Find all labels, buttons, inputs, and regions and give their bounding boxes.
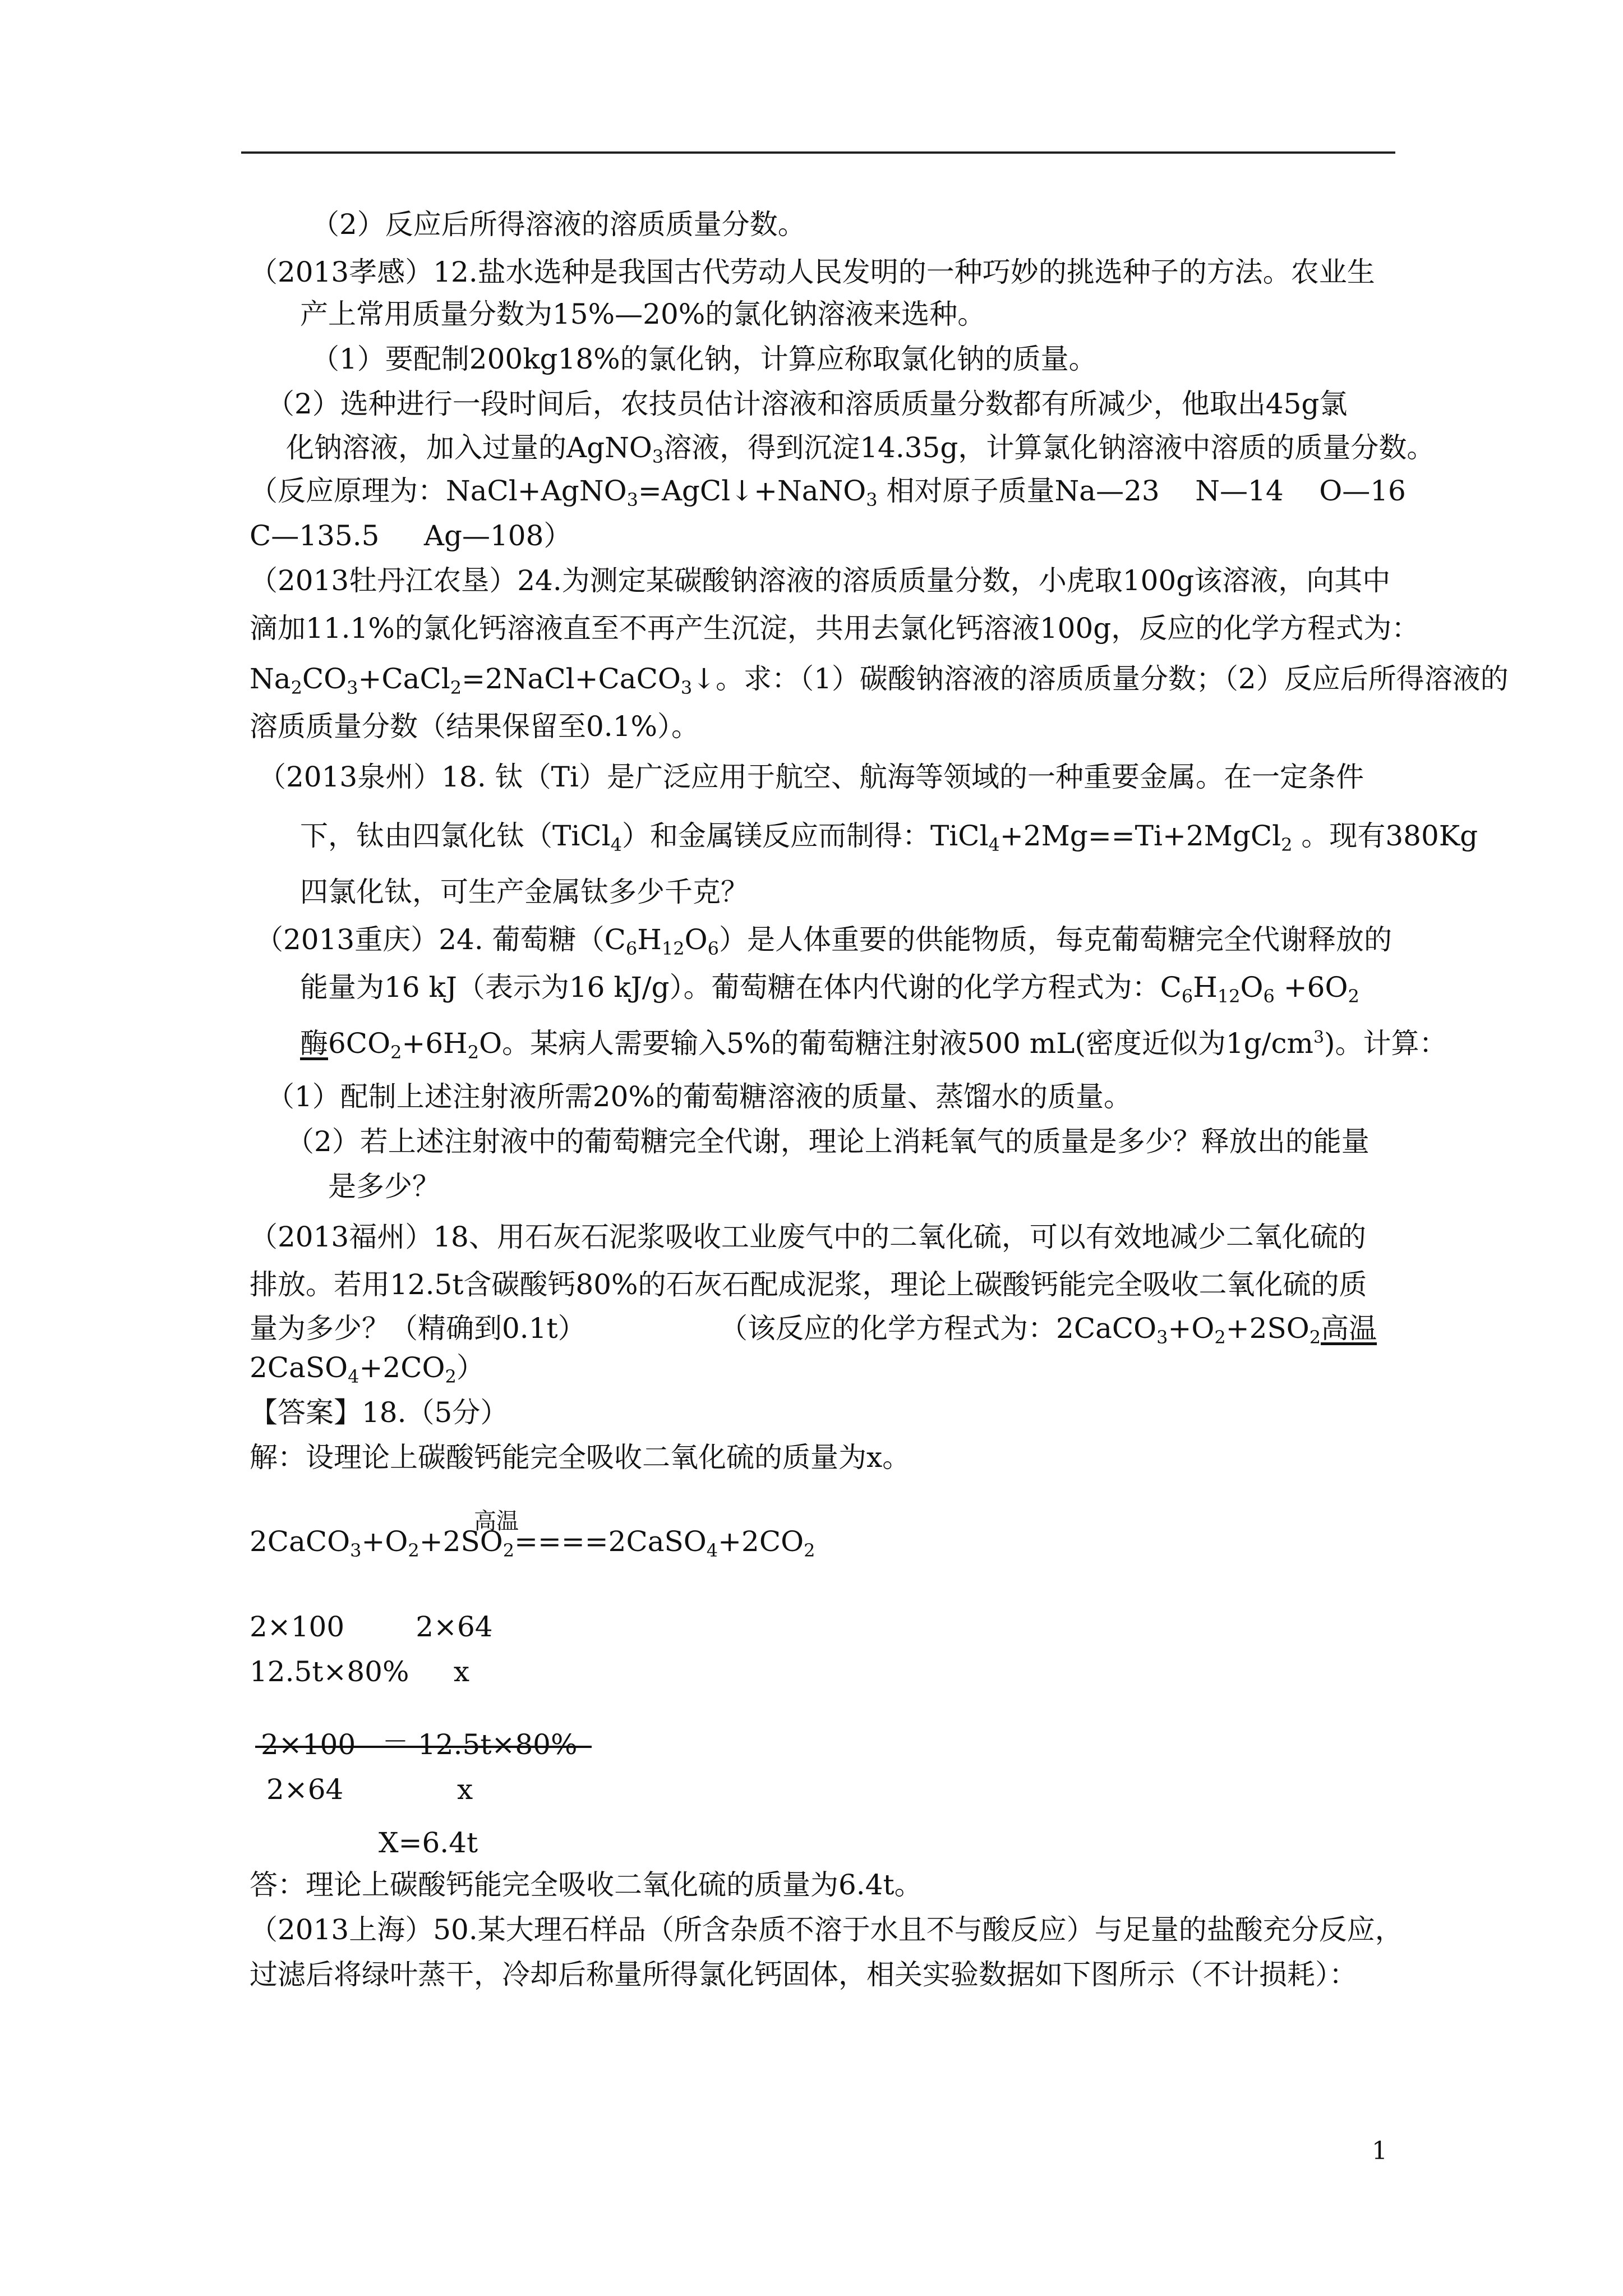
text-line: 【答案】18.（5分）	[250, 1396, 509, 1429]
fraction-numerator-left: 2×100	[261, 1728, 356, 1761]
chemical-equation: $2CaCO_3+O_2+2SO_2====2CaSO_4+2CO_2$	[250, 1525, 815, 1561]
text-line: （1）配制上述注射液所需20%的葡萄糖溶液的质量、蒸馏水的质量。	[266, 1080, 1132, 1113]
reaction-condition: 高温	[474, 1508, 519, 1534]
fraction-denominator-left: 2×64	[266, 1773, 344, 1806]
text-line: 过滤后将绿叶蒸干，冷却后称量所得氯化钙固体，相关实验数据如下图所示（不计损耗）：	[250, 1958, 1357, 1991]
text-line: $2CaSO_4+2CO_2$）	[250, 1351, 485, 1387]
text-line: 化钠溶液，加入过量的AgNO$_3$溶液，得到沉淀14.35g，计算氯化钠溶液中溶质的质量分数。	[286, 431, 1435, 467]
text-line: （2）反应后所得溶液的溶质质量分数。	[311, 208, 806, 241]
text-line: （2013牡丹江农垦）24.为测定某碳酸钠溶液的溶质质量分数，小虎取100g该溶液，向其中	[250, 564, 1391, 597]
result-line: X=6.4t	[379, 1826, 478, 1859]
text-line: 下，钛由四氯化钛（TiCl$_4$）和金属镁反应而制得：TiCl$_4$+2Mg==Ti+2MgCl$_2$ 。现有380Kg	[300, 820, 1478, 855]
text-line: （反应原理为：NaCl+AgNO$_3$=AgCl↓+NaNO$_3$ 相对原子质量Na—23 N—14 O—16	[250, 475, 1406, 510]
text-line: 酶$6CO_2+6H_2O$。某病人需要输入5%的葡萄糖注射液500 mL(密度近似为$1g/cm^3$)。计算：	[300, 1027, 1447, 1063]
text-line: C—135.5 Ag—108）	[250, 519, 572, 552]
text-line: （2）选种进行一段时间后，农技员估计溶液和溶质质量分数都有所减少，他取出45g氯	[266, 388, 1348, 420]
text-line: 四氯化钛，可生产金属钛多少千克？	[300, 876, 749, 908]
fraction-bar	[255, 1746, 592, 1748]
text-line: 能量为16 kJ（表示为16 kJ/g）。葡萄糖在体内代谢的化学方程式为：$C_6H_{12}O_6 +6O_2$	[300, 971, 1359, 1007]
text-line: 12.5t×80% x	[250, 1655, 470, 1688]
fraction-numerator-right: 12.5t×80%	[418, 1728, 578, 1761]
text-line: $Na_2CO_3+CaCl_2=2NaCl+CaCO_3↓$。求：（1）碳酸钠溶液的溶质质量分数；（2）反应后所得溶液的	[250, 662, 1509, 698]
text-line: 产上常用质量分数为15%—20%的氯化钠溶液来选种。	[300, 298, 986, 330]
text-line: （2013泉州）18. 钛（Ti）是广泛应用于航空、航海等领域的一种重要金属。在一定条件	[258, 761, 1364, 793]
text-line: （2）若上述注射液中的葡萄糖完全代谢，理论上消耗氧气的质量是多少？释放出的能量	[286, 1125, 1370, 1158]
text-line: （2013福州）18、用石灰石泥浆吸收工业废气中的二氧化硫，可以有效地减少二氧化硫的	[250, 1221, 1366, 1253]
text-line: 2×100 2×64	[250, 1611, 493, 1643]
text-line: 滴加11.1%的氯化钙溶液直至不再产生沉淀，共用去氯化钙溶液100g，反应的化学方程式为：	[250, 612, 1420, 645]
text-line: 是多少？	[328, 1170, 440, 1203]
text-line: 量为多少？（精确到0.1t） （该反应的化学方程式为：$2CaCO_3+O_2+2SO_2$高温	[250, 1312, 1377, 1348]
answer-line: 答：理论上碳酸钙能完全吸收二氧化硫的质量为6.4t。	[250, 1869, 923, 1901]
text-line: （2013孝感）12.盐水选种是我国古代劳动人民发明的一种巧妙的挑选种子的方法。农业生	[250, 256, 1375, 288]
text-line: （2013重庆）24. 葡萄糖$(C_6H_{12}O_6)$是人体重要的供能物质，每克葡萄糖完全代谢释放的	[255, 923, 1392, 959]
text-line: （2013上海）50.某大理石样品（所含杂质不溶于水且不与酸反应）与足量的盐酸充分反应，	[250, 1913, 1403, 1946]
fraction-equals: ＝	[381, 1728, 409, 1761]
header-rule	[241, 151, 1395, 154]
text-line: 排放。若用12.5t含碳酸钙80%的石灰石配成泥浆，理论上碳酸钙能完全吸收二氧化硫的质	[250, 1268, 1367, 1301]
text-line: （1）要配制200kg18%的氯化钠，计算应称取氯化钠的质量。	[311, 343, 1097, 375]
text-line: 溶质质量分数（结果保留至0.1%）。	[250, 710, 700, 743]
text-line: 解：设理论上碳酸钙能完全吸收二氧化硫的质量为x。	[250, 1441, 911, 1474]
fraction-denominator-right: x	[457, 1773, 473, 1806]
page-number: 1	[1372, 2137, 1387, 2165]
